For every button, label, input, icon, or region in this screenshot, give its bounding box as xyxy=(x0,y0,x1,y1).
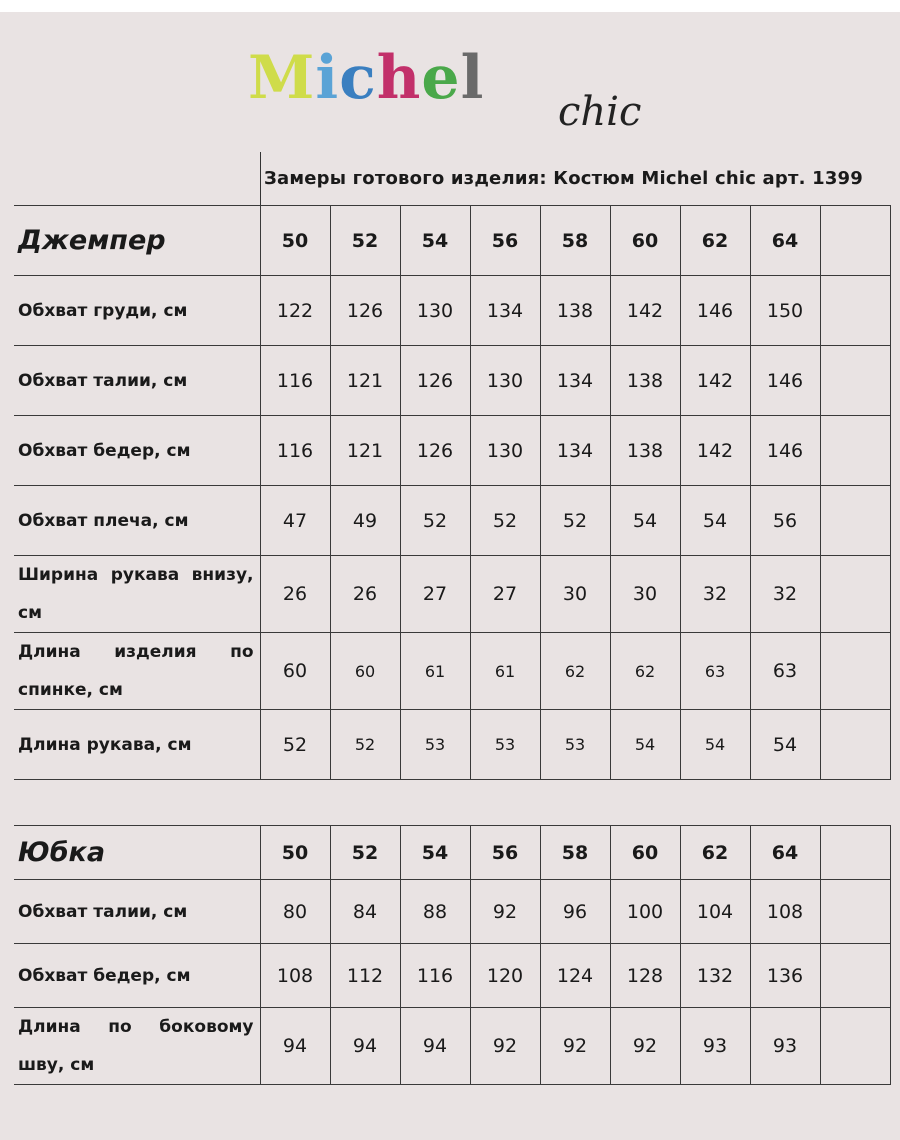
measurement-label: Обхват груди, см xyxy=(14,276,260,346)
size-header-cell: 62 xyxy=(680,826,750,880)
size-header-cell: 64 xyxy=(750,826,820,880)
measurement-value: 52 xyxy=(540,486,610,556)
measurement-value: 126 xyxy=(400,416,470,486)
measurement-value: 104 xyxy=(680,880,750,944)
empty-cell xyxy=(820,416,890,486)
measurement-value: 94 xyxy=(400,1008,470,1085)
measurement-value: 27 xyxy=(400,556,470,633)
measurement-value: 52 xyxy=(330,710,400,780)
table-row xyxy=(14,880,890,944)
measurement-value: 116 xyxy=(260,416,330,486)
measurement-value: 121 xyxy=(330,416,400,486)
measurement-label: Обхват талии, см xyxy=(14,346,260,416)
size-header-cell: 52 xyxy=(330,826,400,880)
measurement-value: 92 xyxy=(540,1008,610,1085)
measurement-label: Обхват бедер, см xyxy=(14,944,260,1008)
measurement-value: 54 xyxy=(680,486,750,556)
measurement-value: 52 xyxy=(260,710,330,780)
measurement-value: 116 xyxy=(400,944,470,1008)
empty-cell xyxy=(820,556,890,633)
measurement-value: 138 xyxy=(610,416,680,486)
size-header-cell: 54 xyxy=(400,826,470,880)
measurement-value: 138 xyxy=(610,346,680,416)
size-header-cell: 50 xyxy=(260,206,330,276)
measurement-value: 120 xyxy=(470,944,540,1008)
measurement-value: 134 xyxy=(470,276,540,346)
measurement-value: 30 xyxy=(540,556,610,633)
measurement-value: 61 xyxy=(400,633,470,710)
table-row xyxy=(14,710,890,780)
empty-cell xyxy=(820,276,890,346)
measurement-value: 32 xyxy=(750,556,820,633)
measurement-value: 60 xyxy=(330,633,400,710)
measurement-value: 80 xyxy=(260,880,330,944)
measurement-value: 142 xyxy=(610,276,680,346)
measurement-value: 54 xyxy=(750,710,820,780)
measurement-value: 94 xyxy=(260,1008,330,1085)
measurement-value: 132 xyxy=(680,944,750,1008)
measurement-value: 30 xyxy=(610,556,680,633)
size-header-cell: 58 xyxy=(540,826,610,880)
measurement-value: 134 xyxy=(540,416,610,486)
measurement-value: 96 xyxy=(540,880,610,944)
measurement-value: 52 xyxy=(400,486,470,556)
title-divider xyxy=(260,152,261,206)
measurement-value: 136 xyxy=(750,944,820,1008)
measurement-value: 92 xyxy=(470,880,540,944)
empty-cell xyxy=(820,710,890,780)
measurement-value: 26 xyxy=(260,556,330,633)
logo-letter: l xyxy=(460,43,485,113)
measurement-value: 61 xyxy=(470,633,540,710)
size-header-cell: 62 xyxy=(680,206,750,276)
measurement-value: 62 xyxy=(540,633,610,710)
measurement-value: 134 xyxy=(540,346,610,416)
measurement-label: Обхват талии, см xyxy=(14,880,260,944)
logo-letter: h xyxy=(376,43,422,113)
measurement-value: 128 xyxy=(610,944,680,1008)
section-heading: Джемпер xyxy=(14,206,260,276)
measurement-value: 92 xyxy=(470,1008,540,1085)
measurement-value: 63 xyxy=(750,633,820,710)
table-row xyxy=(14,944,890,1008)
table-row xyxy=(14,556,890,633)
logo-letter: M xyxy=(248,43,316,113)
logo-letter: c xyxy=(339,43,377,113)
empty-cell xyxy=(820,826,890,880)
empty-cell xyxy=(820,486,890,556)
measurement-value: 52 xyxy=(470,486,540,556)
measurement-value: 27 xyxy=(470,556,540,633)
logo-suffix: chic xyxy=(558,89,642,135)
measurement-value: 130 xyxy=(400,276,470,346)
measurement-value: 146 xyxy=(750,416,820,486)
measurement-value: 108 xyxy=(260,944,330,1008)
size-header-cell: 58 xyxy=(540,206,610,276)
measurement-value: 60 xyxy=(260,633,330,710)
measurement-value: 47 xyxy=(260,486,330,556)
empty-cell xyxy=(820,944,890,1008)
empty-cell xyxy=(820,633,890,710)
table-header-row xyxy=(14,826,890,880)
measurement-value: 142 xyxy=(680,346,750,416)
measurement-value: 56 xyxy=(750,486,820,556)
measurement-value: 142 xyxy=(680,416,750,486)
size-header-cell: 56 xyxy=(470,206,540,276)
measurement-value: 124 xyxy=(540,944,610,1008)
page-title: Замеры готового изделия: Костюм Michel chic арт. 1399 xyxy=(264,168,864,189)
skirt-size-table xyxy=(14,825,891,1085)
measurement-value: 88 xyxy=(400,880,470,944)
table-row xyxy=(14,276,890,346)
section-heading: Юбка xyxy=(14,826,260,880)
measurement-value: 32 xyxy=(680,556,750,633)
table-row xyxy=(14,1008,890,1085)
measurement-value: 94 xyxy=(330,1008,400,1085)
jumper-size-table xyxy=(14,205,891,780)
measurement-value: 146 xyxy=(750,346,820,416)
size-header-cell: 50 xyxy=(260,826,330,880)
measurement-value: 54 xyxy=(680,710,750,780)
measurement-value: 49 xyxy=(330,486,400,556)
size-header-cell: 54 xyxy=(400,206,470,276)
measurement-value: 93 xyxy=(680,1008,750,1085)
measurement-value: 138 xyxy=(540,276,610,346)
measurement-value: 130 xyxy=(470,346,540,416)
table-header-row xyxy=(14,206,890,276)
measurement-label: Длина рукава, см xyxy=(14,710,260,780)
empty-cell xyxy=(820,206,890,276)
brand-logo xyxy=(248,43,668,136)
logo-wordmark xyxy=(248,43,485,113)
measurement-label: Длина по боковому шву, см xyxy=(14,1008,260,1085)
measurement-value: 130 xyxy=(470,416,540,486)
table-row xyxy=(14,633,890,710)
measurement-value: 63 xyxy=(680,633,750,710)
measurement-value: 53 xyxy=(540,710,610,780)
measurement-value: 121 xyxy=(330,346,400,416)
size-header-cell: 56 xyxy=(470,826,540,880)
size-header-cell: 52 xyxy=(330,206,400,276)
empty-cell xyxy=(820,1008,890,1085)
empty-cell xyxy=(820,880,890,944)
measurement-value: 146 xyxy=(680,276,750,346)
size-header-cell: 60 xyxy=(610,826,680,880)
measurement-label: Обхват плеча, см xyxy=(14,486,260,556)
measurement-value: 53 xyxy=(470,710,540,780)
measurement-value: 54 xyxy=(610,486,680,556)
measurement-value: 26 xyxy=(330,556,400,633)
measurement-value: 126 xyxy=(400,346,470,416)
measurement-value: 93 xyxy=(750,1008,820,1085)
measurement-value: 112 xyxy=(330,944,400,1008)
measurement-value: 150 xyxy=(750,276,820,346)
measurement-value: 84 xyxy=(330,880,400,944)
top-strip xyxy=(0,0,900,12)
measurement-value: 116 xyxy=(260,346,330,416)
logo-letter: e xyxy=(421,43,461,113)
measurement-value: 62 xyxy=(610,633,680,710)
table-row xyxy=(14,486,890,556)
measurement-value: 126 xyxy=(330,276,400,346)
measurement-value: 54 xyxy=(610,710,680,780)
measurement-label: Ширина рукава внизу, см xyxy=(14,556,260,633)
logo-letter: i xyxy=(315,43,340,113)
measurement-value: 100 xyxy=(610,880,680,944)
table-row xyxy=(14,416,890,486)
size-header-cell: 60 xyxy=(610,206,680,276)
size-header-cell: 64 xyxy=(750,206,820,276)
measurement-value: 53 xyxy=(400,710,470,780)
measurement-value: 108 xyxy=(750,880,820,944)
empty-cell xyxy=(820,346,890,416)
measurement-value: 92 xyxy=(610,1008,680,1085)
table-row xyxy=(14,346,890,416)
measurement-label: Длина изделия по спинке, см xyxy=(14,633,260,710)
measurement-label: Обхват бедер, см xyxy=(14,416,260,486)
measurement-value: 122 xyxy=(260,276,330,346)
